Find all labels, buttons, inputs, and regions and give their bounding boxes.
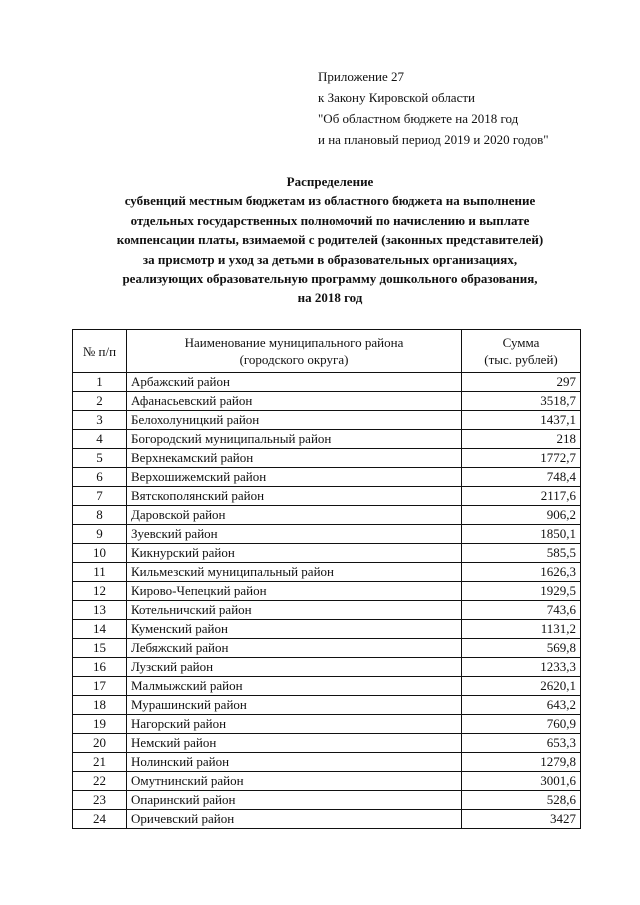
row-num-cell: 14 [73,620,127,639]
row-num-cell: 11 [73,563,127,582]
table-row [73,753,581,772]
table-row [73,810,581,829]
row-name-cell: Арбажский район [127,373,462,392]
row-sum-cell: 643,2 [462,696,581,715]
table-row [73,620,581,639]
table-row [73,677,581,696]
row-sum-cell: 653,3 [462,734,581,753]
table-row [73,791,581,810]
row-sum-cell: 1131,2 [462,620,581,639]
row-name-cell: Вятскополянский район [127,487,462,506]
heading-line: отдельных государственных полномочий по начислению и выплате [130,212,530,228]
row-num-cell: 19 [73,715,127,734]
subsidy-table [72,329,581,829]
row-num-cell: 20 [73,734,127,753]
row-name-cell: Верхошижемский район [127,468,462,487]
appendix-line: и на плановый период 2019 и 2020 годов" [318,132,549,147]
table-row [73,430,581,449]
heading-line: субвенций местным бюджетам из областного бюджета на выполнение [124,193,536,209]
table-row [73,582,581,601]
table-row [73,525,581,544]
table-row [73,392,581,411]
heading-line: реализующих образовательную программу дошкольного образования, [122,271,538,287]
row-num-cell: 22 [73,772,127,791]
row-sum-cell: 3001,6 [462,772,581,791]
row-sum-cell: 1279,8 [462,753,581,772]
appendix-block [318,66,549,150]
row-sum-cell: 569,8 [462,639,581,658]
table-row [73,449,581,468]
row-name-cell: Лебяжский район [127,639,462,658]
row-name-cell: Зуевский район [127,525,462,544]
row-name-cell: Верхнекамский район [127,449,462,468]
row-name-cell: Куменский район [127,620,462,639]
header-sum-line: Сумма [502,335,540,350]
row-num-cell: 1 [73,373,127,392]
header-name [127,330,462,373]
row-num-cell: 23 [73,791,127,810]
row-name-cell: Кикнурский район [127,544,462,563]
row-name-cell: Немский район [127,734,462,753]
row-name-cell: Кильмезский муниципальный район [127,563,462,582]
row-sum-cell: 1929,5 [462,582,581,601]
heading-line: Распределение [286,174,374,189]
row-name-cell: Мурашинский район [127,696,462,715]
row-num-cell: 9 [73,525,127,544]
row-name-cell: Даровской район [127,506,462,525]
row-name-cell: Малмыжский район [127,677,462,696]
row-sum-cell: 2117,6 [462,487,581,506]
table-row [73,715,581,734]
row-num-cell: 15 [73,639,127,658]
row-name-cell: Омутнинский район [127,772,462,791]
row-sum-cell: 3427 [462,810,581,829]
row-name-cell: Афанасьевский район [127,392,462,411]
row-num-cell: 7 [73,487,127,506]
table-row [73,506,581,525]
row-sum-cell: 528,6 [462,791,581,810]
row-num-cell: 12 [73,582,127,601]
table-row [73,544,581,563]
row-num-cell: 4 [73,430,127,449]
row-name-cell: Нолинский район [127,753,462,772]
row-num-cell: 13 [73,601,127,620]
heading-line: на 2018 год [297,290,363,306]
row-num-cell: 16 [73,658,127,677]
row-num-cell: 24 [73,810,127,829]
row-num-cell: 3 [73,411,127,430]
appendix-line: к Закону Кировской области [318,90,475,105]
heading-line: за присмотр и уход за детьми в образовательных организациях, [142,251,518,267]
row-num-cell: 8 [73,506,127,525]
row-sum-cell: 1850,1 [462,525,581,544]
table-row [73,734,581,753]
row-sum-cell: 297 [462,373,581,392]
row-sum-cell: 906,2 [462,506,581,525]
row-num-cell: 17 [73,677,127,696]
row-sum-cell: 748,4 [462,468,581,487]
table-body [73,373,581,829]
row-num-cell: 18 [73,696,127,715]
row-sum-cell: 585,5 [462,544,581,563]
row-name-cell: Опаринский район [127,791,462,810]
table-row [73,601,581,620]
table-row [73,411,581,430]
appendix-line: Приложение 27 [318,69,405,84]
row-name-cell: Лузский район [127,658,462,677]
row-sum-cell: 1626,3 [462,563,581,582]
table-row [73,468,581,487]
row-sum-cell: 1233,3 [462,658,581,677]
table-row [73,563,581,582]
header-name-line: (городского округа) [239,352,349,367]
table-row [73,639,581,658]
row-sum-cell: 1772,7 [462,449,581,468]
header-name-line: Наименование муниципального района [184,335,404,350]
row-name-cell: Белохолуницкий район [127,411,462,430]
row-sum-cell: 743,6 [462,601,581,620]
row-sum-cell: 760,9 [462,715,581,734]
row-num-cell: 2 [73,392,127,411]
row-num-cell: 10 [73,544,127,563]
row-sum-cell: 3518,7 [462,392,581,411]
row-sum-cell: 2620,1 [462,677,581,696]
row-name-cell: Оричевский район [127,810,462,829]
row-num-cell: 5 [73,449,127,468]
header-sum-line: (тыс. рублей) [484,352,558,367]
row-sum-cell: 218 [462,430,581,449]
table-row [73,696,581,715]
row-name-cell: Котельничский район [127,601,462,620]
table-header-row [73,330,581,373]
header-sum [462,330,581,373]
table-row [73,373,581,392]
row-name-cell: Нагорский район [127,715,462,734]
table-row [73,772,581,791]
row-sum-cell: 1437,1 [462,411,581,430]
header-num: № п/п [73,330,127,373]
document-heading [60,172,600,308]
row-num-cell: 6 [73,468,127,487]
row-name-cell: Богородский муниципальный район [127,430,462,449]
row-num-cell: 21 [73,753,127,772]
appendix-line: "Об областном бюджете на 2018 год [318,111,519,126]
row-name-cell: Кирово-Чепецкий район [127,582,462,601]
table-row [73,658,581,677]
heading-line: компенсации платы, взимаемой с родителей (законных представителей) [116,232,544,248]
table-row [73,487,581,506]
